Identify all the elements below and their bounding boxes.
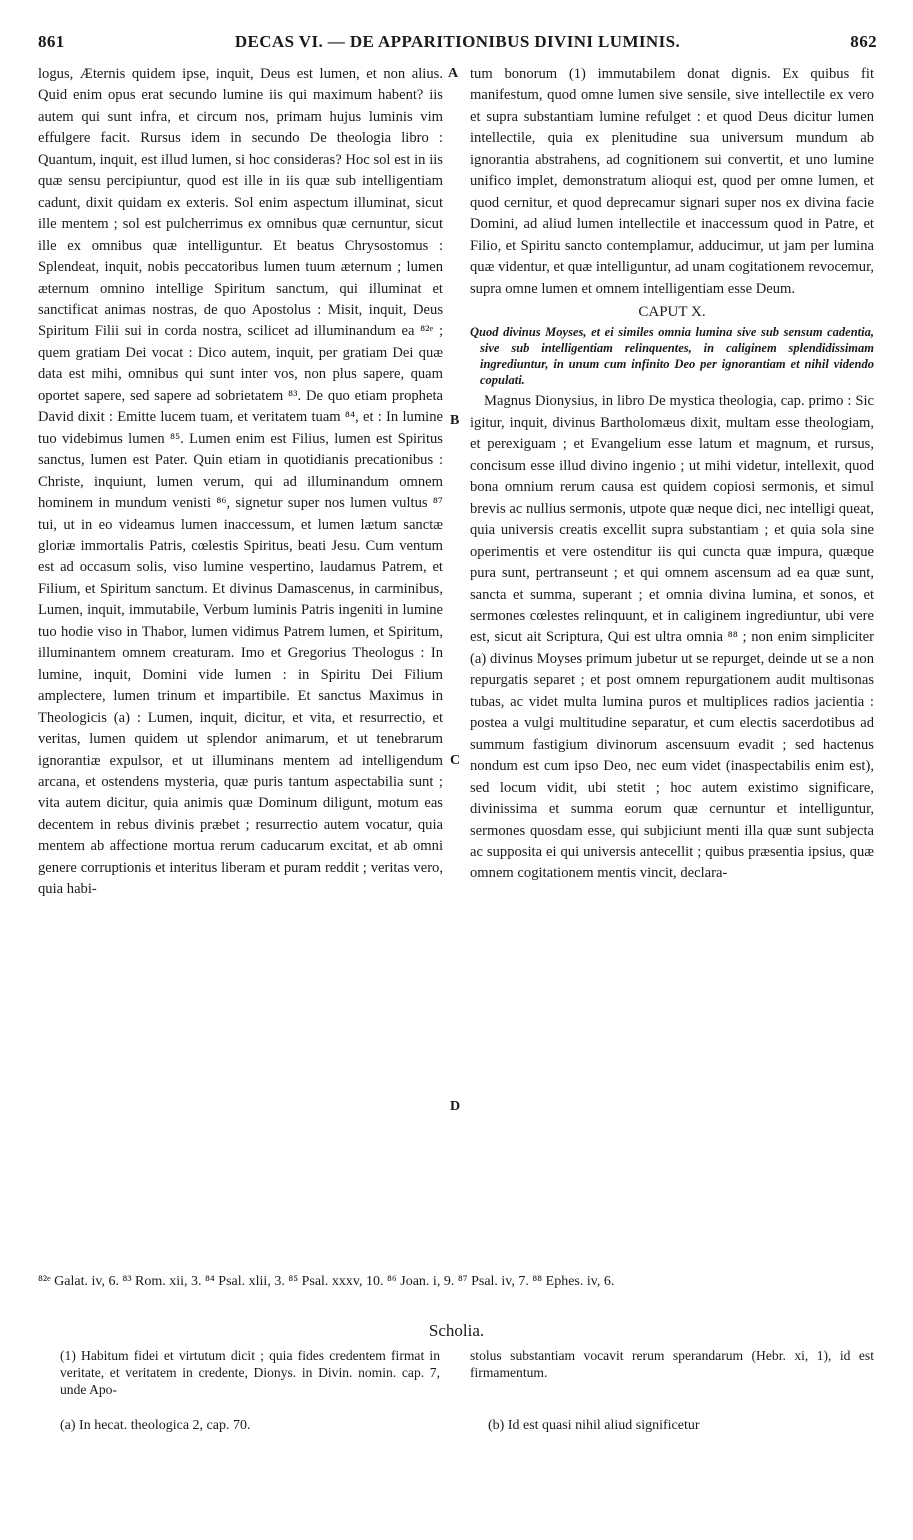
margin-marker-a: A: [448, 66, 459, 81]
right-column-body: Magnus Dionysius, in libro De mystica theologia, cap. primo : Sic igitur, inquit, divinus Bartholomæus dixit, multam esse theologiam, et perexiguam ; et Evangelium esse latum et magnum, et rursus, concisum esse illud divino ingenio ; ut mihi videtur, intellexit, quod bona omnium rerum causa est quidem copiosi sermonis, et simul brevis ac nullius sermonis, utpote quæ neque dici, nec intelligi queat, quia universis creatis excellit supra substantiam ; et quia sola sine operimentis et vere ostenditur iis qui cuncta quæ impura, quæque pura sunt, pertranseunt ; et qui omnem ascensum ad ea quæ sunt, sancta et summa, superant ; et omnia divina lumina, et sonos, et sermones cœlestes relinquunt, et in caliginem ingrediuntur, ubi vere est, sicut ait Scriptura, Qui est ultra omnia ⁸⁸ ; non enim simpliciter (a) divinus Moyses primum jubetur ut se repurget, deinde ut se a non repurgatis separet ; et post omnem repurgationem audit multisonas tubas, ac videt multa lumina puros et multiplices radios jacientia : postea a vulgi multitudine separatur, et cum electis sacerdotibus ad summum fastigium divinorum ascensuum evadit ; sed hactenus nondum est cum ipso Deo, nec eum videt (inaspectabilis enim est), sed locum vidit, ubi stetit ; hoc autem existimo significare, divinissima et summa eorum quæ cernuntur et intelliguntur, sermones quosdam esse, qui subjiciunt menti illa quæ sunt subjecta ac supposita ei qui universis antecellit ; quibus præsentia ipsius, quæ omnem cogitationem mentis vincit, declara-: [470, 393, 874, 882]
running-title: DECAS VI. — DE APPARITIONIBUS DIVINI LUMINIS.: [234, 32, 681, 51]
margin-marker-b: B: [450, 413, 460, 428]
right-column-intro: tum bonorum (1) immutabilem donat dignis. Ex quibus fit manifestum, quod omne lumen sive sensile, sive intellectile ex vero et supra substantiam lumine refulget : et quod Deus dicitur lumen intellectile, quia ex plenitudine sua universum mundum ab ignorantia abstrahens, ad cognitionem sui convertit, et uno lumine unifico implet, demonstratum alioqui est, quod per omne lumen, et quod cernitur, et quod deprecamur signari super nos ex divina facie Domini, ad aliud lumen intellectile et inaccessum quod in Patre, et Filio, et Spiritu sancto contemplamur, adducimur, ut jam per lumina quæ videntur, et quæ intelliguntur, ad unam cogitationem revocemur, supra omne lumen et omnem intelligentiam esse Deum.: [470, 66, 874, 297]
margin-marker-d: D: [450, 1099, 461, 1114]
scholia-left: (1) Habitum fidei et virtutum dicit ; quia fides credentem firmat in veritate, et veritatem in credente, Dionys. in Divin. nomin. cap. 7, unde Apo-: [60, 1348, 440, 1397]
footnote-b: (b) Id est quasi nihil aliud significetur: [488, 1418, 700, 1433]
chapter-title: CAPUT X.: [638, 303, 706, 320]
scholia-title: Scholia.: [428, 1321, 485, 1340]
right-column: [470, 64, 874, 885]
left-column: [38, 64, 443, 901]
page-number-right: 862: [850, 32, 877, 51]
left-column-text: logus, Æternis quidem ipse, inquit, Deus est lumen, et non alius. Quid enim opus erat secundo lumine iis qui maximum habent? iis autem qui sunt infra, et circum nos, primam hujus luminis vim effulgere facit. Rursus idem in secundo De theologia libro : Quantum, inquit, est illud lumen, si hoc consideras? Hoc sol est in iis quæ sensu percipiuntur, quod est ille in iis quæ sub intelligentiam cadunt, dixit quidam ex exteris. Sol enim aspectum illuminat, sicut ille mentem ; sol est pulcherrimus ex omnibus quæ cernuntur, sicut ille ex omnibus quæ intelliguntur. Et beatus Chrysostomus : Splendeat, inquit, nobis peccatoribus lumen tuum æternum ; lumen æternum omnino intellige Spiritum sanctum, qui illuminat et sanctificat animas nostras, de quo Apostolus : Misit, inquit, Deus Spiritum Filii sui in corda nostra, scilicet ad illuminandum ea ⁸²ᵉ ; quem gratiam Dei vocat : Dico autem, inquit, per gratiam Dei quæ data est mihi, omnibus qui sunt inter vos, non plus sapere, quam oportet sapere, sed sapere ad sobrietatem ⁸³. De quo etiam propheta David dixit : Emitte lucem tuam, et veritatem tuam ⁸⁴, et : In lumine tuo videbimus lumen ⁸⁵. Lumen enim est Filius, lumen est Spiritus sanctus, lumen est Pater. Quin etiam in quotidianis precationibus : Christe, inquiunt, lumen verum, qui ad illuminandum omnem hominem in mundum venisti ⁸⁶, signetur super nos lumen vultus ⁸⁷ tui, ut in eo videamus lumen inaccessum, et lumen lætum sanctæ gloriæ immortalis Patris, cœlestis Spiritus, beati Jesu. Cum ventum est ad occasum solis, viso lumine vespertino, laudamus Patrem, et Filium, et Spiritum sanctum. Et divinus Damascenus, in carminibus, Lumen, inquit, immutabile, Verbum luminis Patris ingeniti in lumine tuo hodie viso in Thabor, lumen vidimus Patrem lumen, et Spiritum, illuminantem omnem creaturam. Imo et Gregorius Theologus : In lumine, inquit, Domini vide lumen : in Spiritu Dei Filium amplectere, lumen trinum et impartibile. Et sanctus Maximus in Theologicis (a) : Lumen, inquit, dicitur, et vita, et resurrectio, et veritas, lumen quidem ut splendor animarum, et ut tenebrarum ignorantiæ expulsor, et ut illuminans mentem ad intelligendum arcana, et ostendens mysteria, quæ puris tantum aspectabilia sunt ; vita autem dicitur, quia animis quæ Dominum diligunt, motum eas decentem in rebus divinis præbet ; resurrectio autem vocatur, quia mentem ab affectione mortua rerum caducarum excitat, et ab omni genere corruptionis et interitus liberam et puram reddit ; veritas vero, quia habi-: [38, 66, 443, 898]
footnote-a: (a) In hecat. theologica 2, cap. 70.: [60, 1418, 251, 1433]
chapter-summary: Quod divinus Moyses, et ei similes omnia lumina sive sub sensum cadentia, sive sub intelligentiam relinquentes, in caliginem splendidissimam ingrediuntur, in unum cum infinito Deo per ignorantiam et nihil videndo copulati.: [470, 325, 874, 388]
running-header: [38, 32, 877, 56]
reference-notes: ⁸²ᵉ Galat. iv, 6. ⁸³ Rom. xii, 3. ⁸⁴ Psal. xlii, 3. ⁸⁵ Psal. xxxv, 10. ⁸⁶ Joan. i, 9. ⁸⁷ Psal. iv, 7. ⁸⁸ Ephes. iv, 6.: [38, 1274, 615, 1289]
scholia-right: stolus substantiam vocavit rerum sperandarum (Hebr. xi, 1), id est firmamentum.: [470, 1348, 874, 1380]
page-number-left: 861: [38, 32, 65, 51]
margin-marker-c: C: [450, 753, 461, 768]
